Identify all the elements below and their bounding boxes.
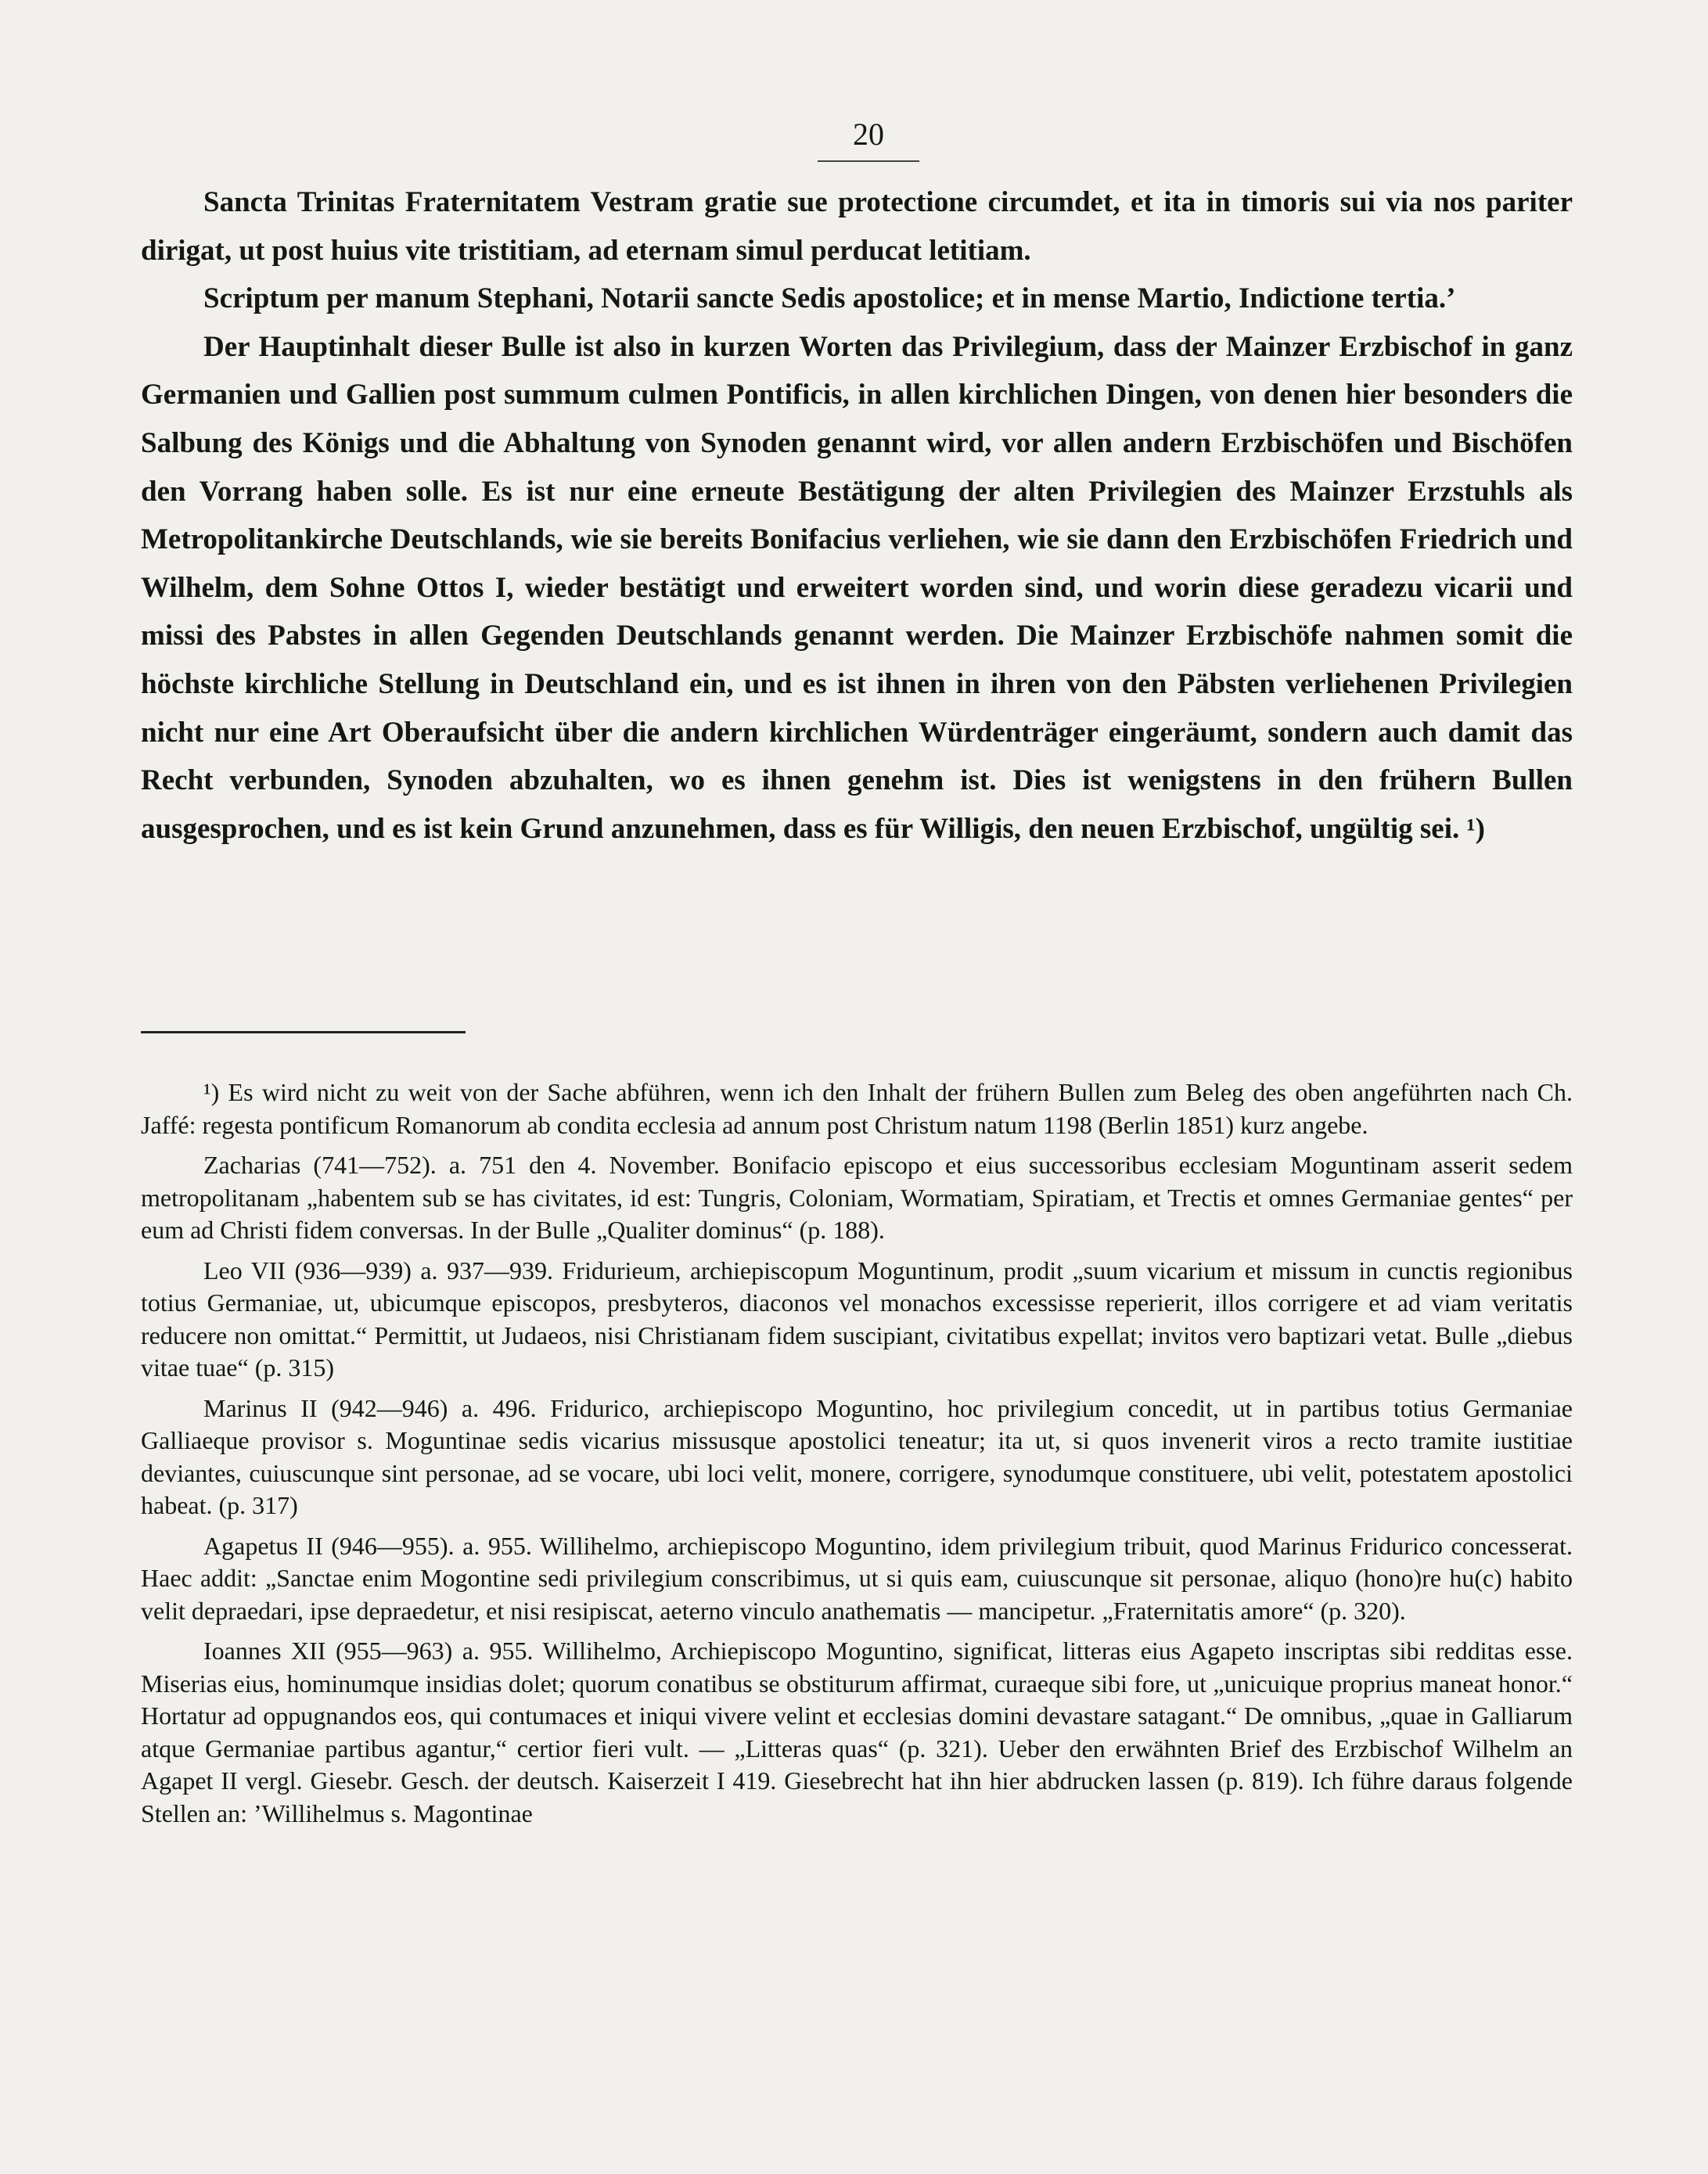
footnote-divider [141, 1031, 466, 1033]
footnote-agapetus-ii: Agapetus II (946—955). a. 955. Willihelmo, archiepiscopo Moguntino, idem privilegium tribuit, quod Marinus Fridurico concesserat. Haec addit: „Sanctae enim Mogontine sedi privilegium conscribimus, ut si quis eam, cuiuscunque sit personae, aliquo (hono)re hu(c) habito velit depraedari, ipse depraedetur, et nisi resipiscat, aeterno vinculo anathematis — mancipetur. „Fraternitatis amore“ (p. 320). [141, 1531, 1573, 1625]
main-paragraph-1: Sancta Trinitas Fraternitatem Vestram gratie sue protectione circumdet, et ita in timoris sui via nos pariter dirigat, ut post huius vite tristitiam, ad eternam simul perducat letitiam. [141, 186, 1573, 267]
footnotes [141, 1076, 1573, 1838]
footnote-ioannes-xii: Ioannes XII (955—963) a. 955. Willihelmo, Archiepiscopo Moguntino, significat, litteras eius Agapeto inscriptas sibi redditas esse. Miserias eius, hominumque insidias dolet; quorum conatibus se obstiturum affirmat, curaeque sibi fore, ut „unicuique proprius maneat honor.“ Hortatur ad oppugnandos eos, qui contumaces et iniqui vivere velint et ecclesias domini devastare satagant.“ De omnibus, „quae in Galliarum atque Germaniae partibus agantur,“ certior fieri vult. — „Litteras quas“ (p. 321). Ueber den erwähnten Brief des Erzbischof Wilhelm an Agapet II vergl. Giesebr. Gesch. der deutsch. Kaiserzeit I 419. Giesebrecht hat ihn hier abdrucken lassen (p. 819). Ich führe daraus folgende Stellen an: ’Willihelmus s. Magontinae [141, 1637, 1573, 1827]
main-text [141, 178, 1573, 853]
footnote-zacharias: Zacharias (741—752). a. 751 den 4. November. Bonifacio episcopo et eius successoribus ecclesiam Moguntinam asserit sedem metropolitanam „habentem sub se has civitates, id est: Tungris, Coloniam, Wormatiam, Spiratiam, et Trectis et omnes Germaniae gentes“ per eum ad Christi fidem conversas. In der Bulle „Qualiter dominus“ (p. 188). [141, 1151, 1573, 1244]
footnote-1: ¹) Es wird nicht zu weit von der Sache abführen, wenn ich den Inhalt der frühern Bullen zum Beleg des oben angeführten nach Ch. Jaffé: regesta pontificum Romanorum ab condita ecclesia ad annum post Christum natum 1198 (Berlin 1851) kurz angebe. [141, 1078, 1573, 1139]
page-number: 20 [853, 117, 884, 152]
page-number-rule [818, 160, 919, 162]
main-paragraph-3: Der Hauptinhalt dieser Bulle ist also in kurzen Worten das Privilegium, dass der Mainzer Erzbischof in ganz Germanien und Gallien post summum culmen Pontificis, in allen kirchlichen Dingen, von denen hier besonders die Salbung des Königs und die Abhaltung von Synoden genannt wird, vor allen andern Erzbischöfen und Bischöfen den Vorrang haben solle. Es ist nur eine erneute Bestätigung der alten Privilegien des Mainzer Erzstuhls als Metropolitankirche Deutschlands, wie sie bereits Bonifacius verliehen, wie sie dann den Erzbischöfen Friedrich und Wilhelm, dem Sohne Ottos I, wieder bestätigt und erweitert worden sind, und worin diese geradezu vicarii und missi des Pabstes in allen Gegenden Deutschlands genannt werden. Die Mainzer Erzbischöfe nahmen somit die höchste kirchliche Stellung in Deutschland ein, und es ist ihnen in ihren von den Päbsten verliehenen Privilegien nicht nur eine Art Oberaufsicht über die andern kirchlichen Würdenträger eingeräumt, sondern auch damit das Recht verbunden, Synoden abzuhalten, wo es ihnen genehm ist. Dies ist wenigstens in den frühern Bullen ausgesprochen, und es ist kein Grund anzunehmen, dass es für Willigis, den neuen Erzbischof, ungültig sei. ¹) [141, 330, 1573, 845]
footnote-marinus-ii: Marinus II (942—946) a. 496. Fridurico, archiepiscopo Moguntino, hoc privilegium concedit, ut in partibus totius Germaniae Galliaeque provisor s. Moguntinae sedis vicarius missusque apostolici teneatur; ita ut, si quos invenerit viros a recto tramite iustitiae deviantes, cuiuscunque sint personae, ad se vocare, ubi loci velit, monere, corrigere, synodumque constituere, ubi velit, potestatem apostolici habeat. (p. 317) [141, 1393, 1573, 1519]
main-paragraph-2: Scriptum per manum Stephani, Notarii sancte Sedis apostolice; et in mense Martio, Indictione tertia.’ [203, 282, 1456, 315]
footnote-leo-vii: Leo VII (936—939) a. 937—939. Fridurieum, archiepiscopum Moguntinum, prodit „suum vicarium et missum in cunctis regionibus totius Germaniae, ut, ubicumque episcopos, presbyteros, diaconos vel monachos excessisse reperierit, illos corrigere et ad viam veritatis reducere non omittat.“ Permittit, ut Judaeos, nisi Christianam fidem suscipiant, civitatibus expellat; invitos vero baptizari vetat. Bulle „diebus vitae tuae“ (p. 315) [141, 1256, 1573, 1382]
